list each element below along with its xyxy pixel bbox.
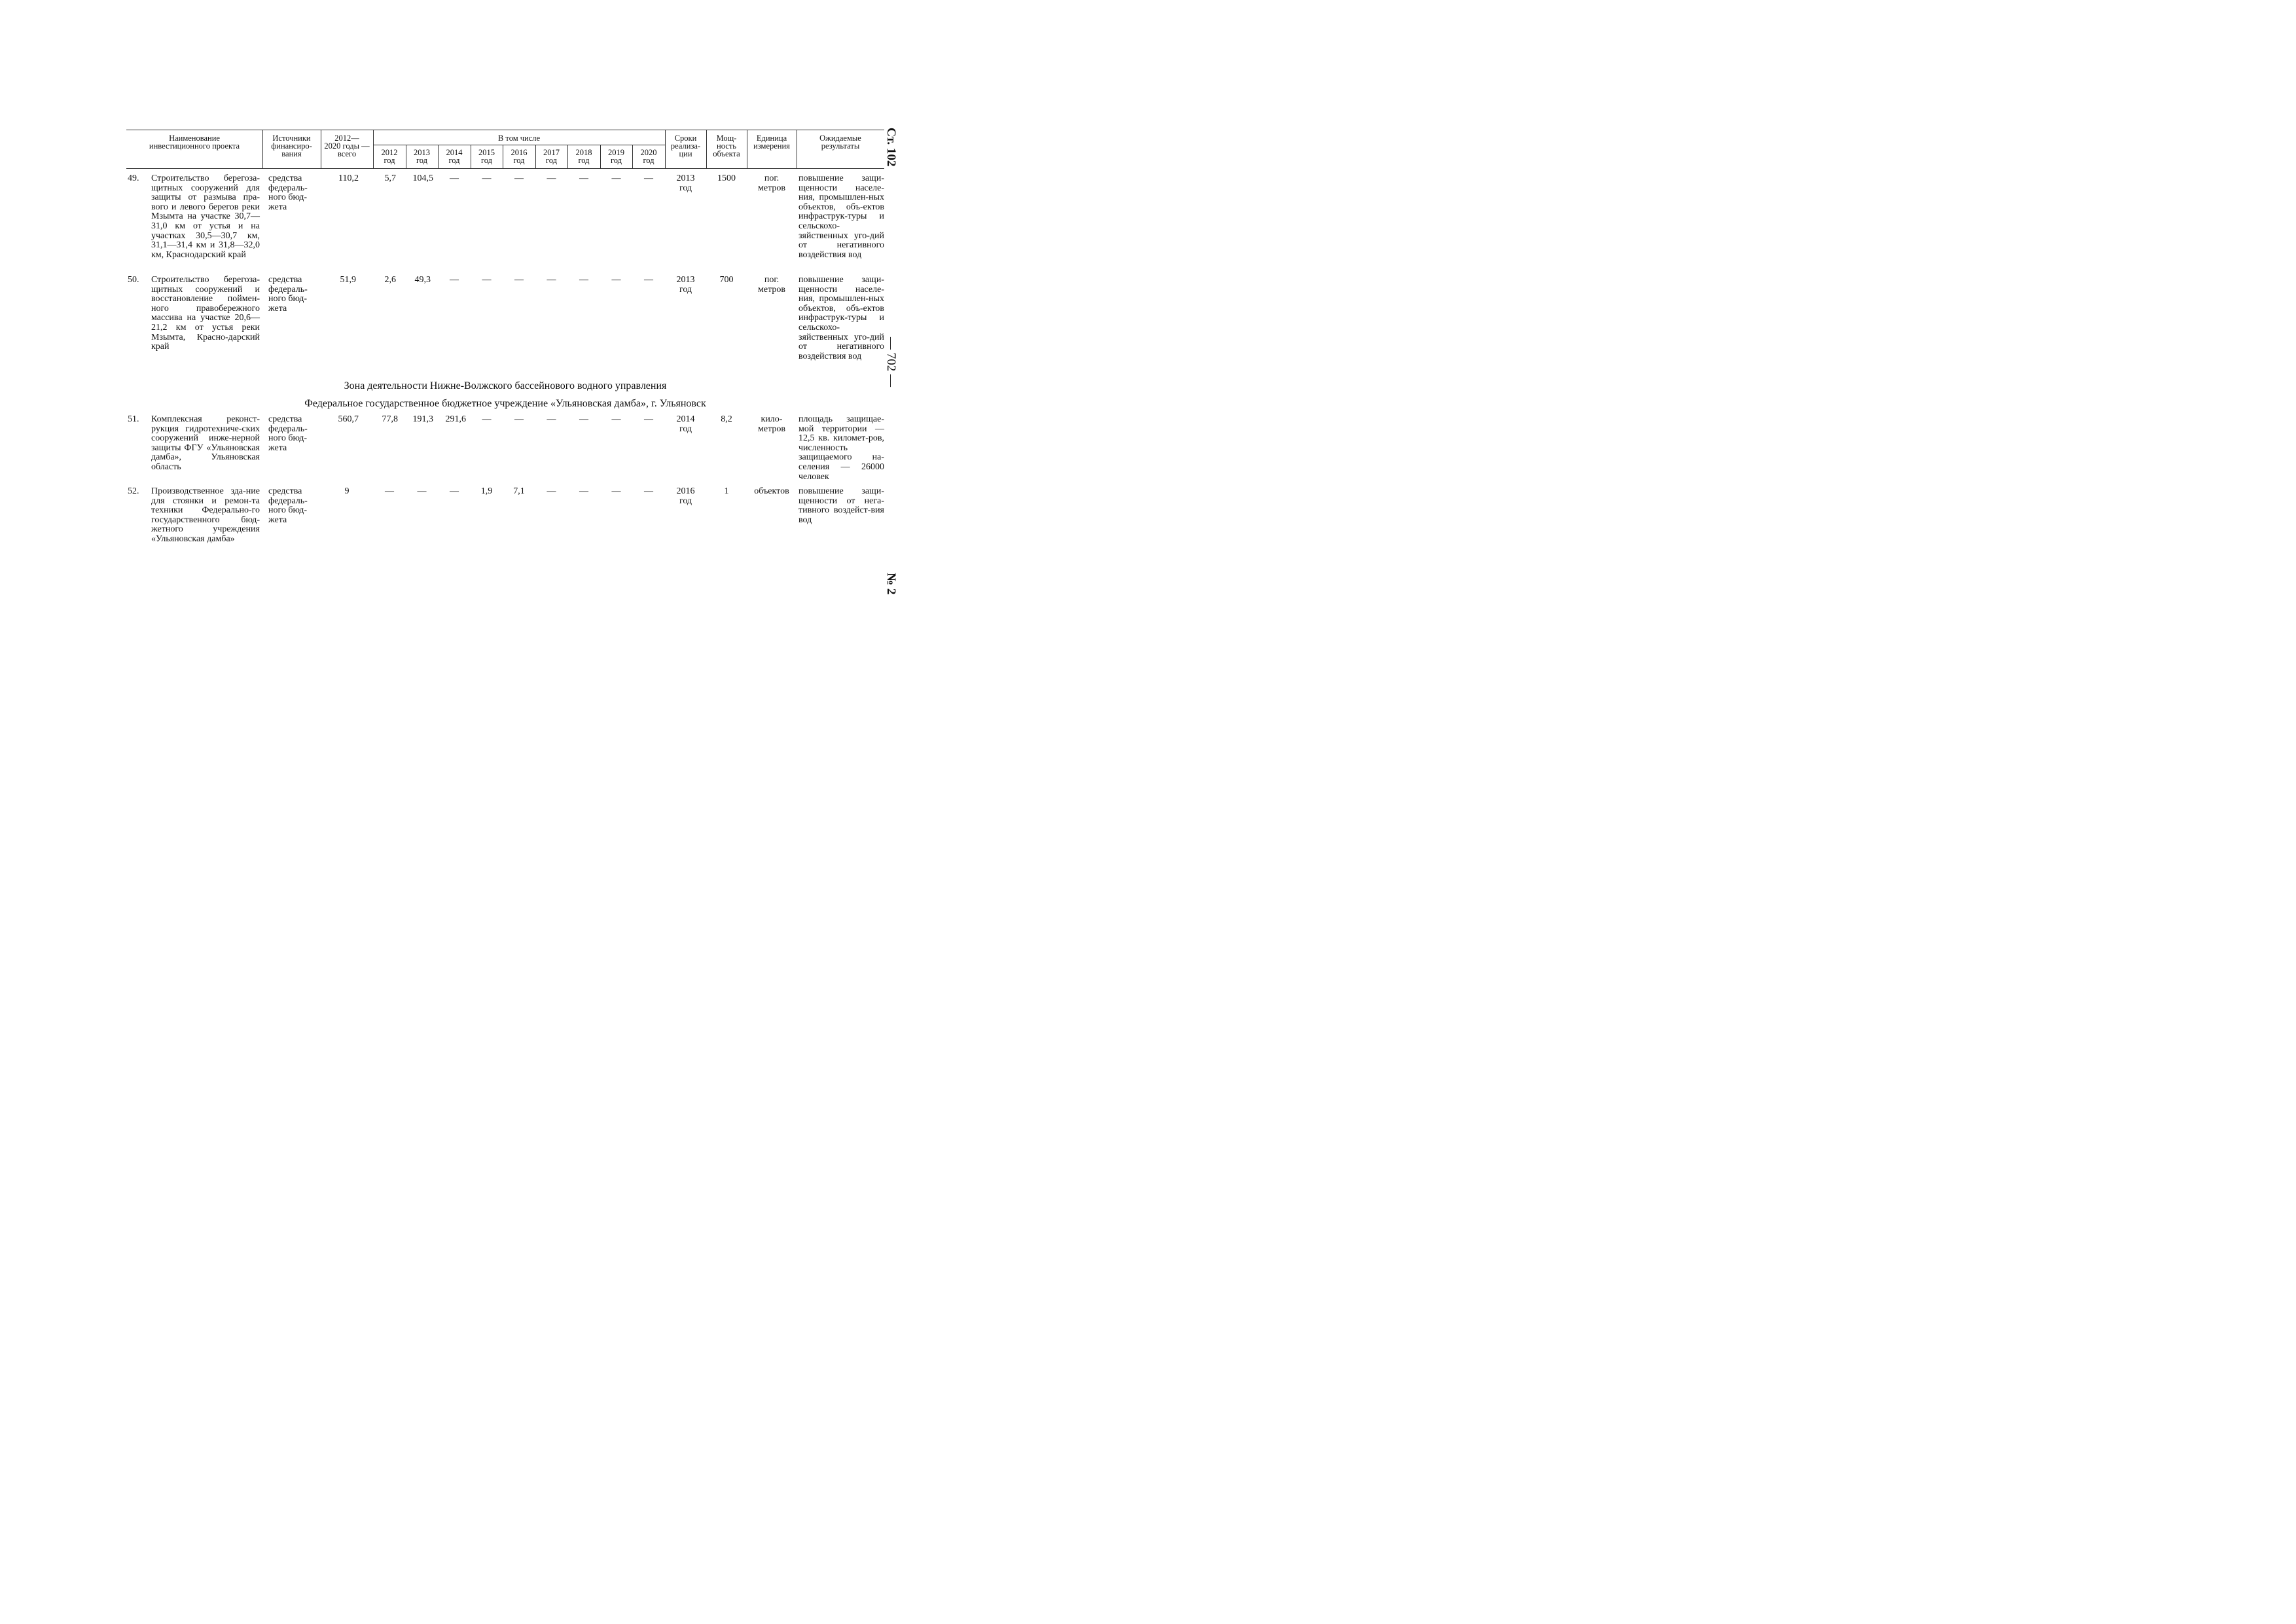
side-label-article-text: Ст. 102 xyxy=(884,128,898,167)
header-including: В том числе xyxy=(497,134,541,143)
row-year-2020: — xyxy=(644,173,653,183)
row-year-2016: — xyxy=(514,414,524,424)
row-project-name: Строительство берегоза-щитных сооружений для защиты от размыва пра-вого и левого берегов реки Мзымта на участке 30,7—31,0 км от устья и на участках 30,5—30,7 км, 31,1—31,4 км и 31,8—32,0 км, Краснодарский край xyxy=(151,173,260,260)
row-funding-source: средства федераль-ного бюд-жета xyxy=(268,414,308,453)
row-number: 49. xyxy=(128,173,139,183)
row-total: 51,9 xyxy=(340,275,356,285)
row-year-2020: — xyxy=(644,486,653,496)
row-year-2013: 49,3 xyxy=(414,275,431,285)
row-year-2018: — xyxy=(579,414,588,424)
row-year-2019: — xyxy=(611,414,621,424)
header-year-2014: 2014 год xyxy=(446,148,463,165)
row-year-2012: 5,7 xyxy=(384,173,396,183)
row-number: 50. xyxy=(128,275,139,285)
header-results: Ожидаемые результаты xyxy=(819,134,861,151)
row-unit: пог. метров xyxy=(758,275,785,295)
row-year-2012: — xyxy=(385,486,394,496)
row-year-2014: 291,6 xyxy=(445,414,466,424)
row-year-2015: — xyxy=(482,275,492,285)
row-total: 110,2 xyxy=(338,173,359,183)
row-total: 560,7 xyxy=(338,414,359,424)
row-funding-source: средства федераль-ного бюд-жета xyxy=(268,173,308,212)
row-term: 2014 год xyxy=(676,414,695,434)
row-results: повышение защи-щенности населе-ния, промышлен-ных объектов, объ-ектов инфраструк-туры и сельскохо-зяйственных уго-дий от негативного воздействия вод xyxy=(798,173,884,260)
row-year-2016: — xyxy=(514,275,524,285)
header-unit: Единица измерения xyxy=(753,134,790,151)
header-funding-source: Источники финансиро- вания xyxy=(271,134,312,158)
row-unit: пог. метров xyxy=(758,173,785,193)
row-year-2014: — xyxy=(450,486,459,496)
row-term: 2013 год xyxy=(676,275,695,295)
document-page xyxy=(0,0,1014,717)
row-results: повышение защи-щенности от нега-тивного воздейст-вия вод xyxy=(798,486,884,525)
row-unit: кило- метров xyxy=(758,414,785,434)
row-year-2012: 77,8 xyxy=(382,414,398,424)
row-year-2017: — xyxy=(547,486,556,496)
row-year-2018: — xyxy=(579,486,588,496)
row-project-name: Комплексная реконст-рукция гидротехниче-ских сооружений инже-нерной защиты ФГУ «Ульяновская дамба», Ульяновская область xyxy=(151,414,260,472)
row-project-name: Производственное зда-ние для стоянки и ремон-та техники Федерально-го государственного бюд-жетного учреждения «Ульяновская дамба» xyxy=(151,486,260,544)
row-year-2013: 191,3 xyxy=(412,414,433,424)
row-year-2012: 2,6 xyxy=(384,275,396,285)
header-year-2012: 2012 год xyxy=(381,148,398,165)
row-year-2018: — xyxy=(579,275,588,285)
row-unit: объектов xyxy=(754,486,789,496)
row-year-2017: — xyxy=(547,173,556,183)
header-bottom-rule xyxy=(126,168,884,169)
row-results: площадь защищае-мой территории — 12,5 кв. километ-ров, численность защищаемого на-селения — 26000 человек xyxy=(798,414,884,482)
row-year-2017: — xyxy=(547,414,556,424)
row-total: 9 xyxy=(344,486,350,496)
row-year-2020: — xyxy=(644,414,653,424)
row-number: 52. xyxy=(128,486,139,496)
header-project-name: Наименование инвестиционного проекта xyxy=(149,134,240,151)
header-term: Сроки реализа- ции xyxy=(670,134,701,158)
row-year-2013: 104,5 xyxy=(412,173,433,183)
row-year-2015: — xyxy=(482,173,492,183)
header-total: 2012— 2020 годы — всего xyxy=(324,134,370,158)
row-year-2013: — xyxy=(417,486,427,496)
header-year-2013: 2013 год xyxy=(414,148,430,165)
row-year-2019: — xyxy=(611,275,621,285)
row-capacity: 8,2 xyxy=(721,414,732,424)
row-year-2015: — xyxy=(482,414,492,424)
row-year-2014: — xyxy=(450,173,459,183)
header-year-2020: 2020 год xyxy=(640,148,657,165)
row-funding-source: средства федераль-ного бюд-жета xyxy=(268,486,308,525)
row-year-2019: — xyxy=(611,173,621,183)
row-year-2019: — xyxy=(611,486,621,496)
row-year-2017: — xyxy=(547,275,556,285)
row-term: 2013 год xyxy=(676,173,695,193)
row-capacity: 700 xyxy=(719,275,734,285)
row-capacity: 1 xyxy=(724,486,729,496)
row-year-2016: — xyxy=(514,173,524,183)
row-year-2014: — xyxy=(450,275,459,285)
row-year-2016: 7,1 xyxy=(513,486,525,496)
row-number: 51. xyxy=(128,414,139,424)
institution-heading: Федеральное государственное бюджетное учреждение «Ульяновская дамба», г. Ульяновск xyxy=(304,398,706,409)
header-year-2016: 2016 год xyxy=(511,148,528,165)
side-label-page-number-text: — 702 — xyxy=(884,337,898,387)
side-label-issue-text: № 2 xyxy=(884,573,898,595)
row-year-2018: — xyxy=(579,173,588,183)
row-capacity: 1500 xyxy=(717,173,736,183)
row-results: повышение защи-щенности населе-ния, промышлен-ных объектов, объ-ектов инфраструк-туры и сельскохо-зяйственных уго-дий от негативного воздействия вод xyxy=(798,275,884,361)
row-funding-source: средства федераль-ного бюд-жета xyxy=(268,275,308,314)
header-year-2015: 2015 год xyxy=(478,148,495,165)
row-project-name: Строительство берегоза-щитных сооружений и восстановление поймен-ного правобережного массива на участке 20,6—21,2 км от устья реки Мзымта, Красно-дарский край xyxy=(151,275,260,352)
header-year-2018: 2018 год xyxy=(575,148,592,165)
header-year-2019: 2019 год xyxy=(608,148,624,165)
zone-heading: Зона деятельности Нижне-Волжского бассейнового водного управления xyxy=(344,380,667,391)
row-year-2015: 1,9 xyxy=(480,486,493,496)
row-term: 2016 год xyxy=(676,486,695,506)
header-year-2017: 2017 год xyxy=(543,148,560,165)
row-year-2020: — xyxy=(644,275,653,285)
header-capacity: Мощ- ность объекта xyxy=(713,134,740,158)
